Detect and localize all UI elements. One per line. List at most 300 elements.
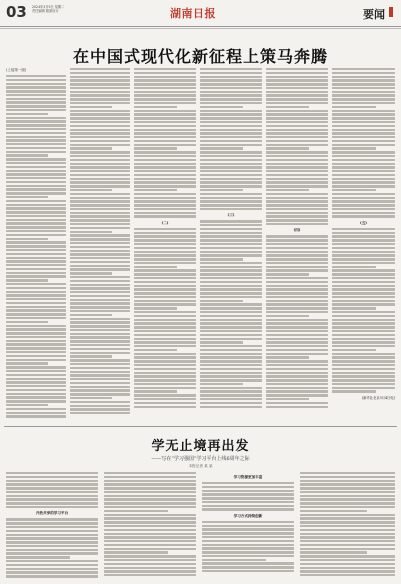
text-line xyxy=(332,338,395,340)
text-line xyxy=(6,302,66,304)
text-line xyxy=(200,277,262,279)
text-line xyxy=(6,90,66,92)
text-line xyxy=(134,72,196,74)
text-line xyxy=(266,394,328,396)
text-line xyxy=(200,334,262,336)
text-line xyxy=(6,132,66,134)
text-line xyxy=(200,170,262,172)
text-line xyxy=(266,311,328,313)
column-text xyxy=(266,235,328,408)
text-line xyxy=(202,521,294,523)
text-line xyxy=(134,83,196,85)
text-line xyxy=(266,212,328,214)
text-line xyxy=(332,193,395,195)
text-line xyxy=(6,173,66,175)
text-line xyxy=(6,526,98,528)
column-text xyxy=(300,472,395,576)
text-line xyxy=(202,555,294,557)
text-line xyxy=(6,154,48,156)
text-line xyxy=(6,487,98,489)
text-line xyxy=(134,285,196,287)
text-line xyxy=(6,534,98,536)
text-line xyxy=(6,219,66,221)
text-line xyxy=(6,518,98,520)
text-line xyxy=(104,502,196,504)
text-line xyxy=(332,356,395,358)
text-line xyxy=(6,196,48,198)
text-line xyxy=(70,340,130,342)
text-line xyxy=(6,177,66,179)
text-line xyxy=(332,364,395,366)
text-line xyxy=(6,257,66,259)
text-line xyxy=(70,355,112,357)
text-line xyxy=(134,292,196,294)
text-line xyxy=(134,106,177,108)
text-line xyxy=(6,207,66,209)
text-line xyxy=(6,192,66,194)
text-line xyxy=(202,570,294,572)
text-line xyxy=(70,238,130,240)
text-line xyxy=(6,226,66,228)
text-line xyxy=(266,330,328,332)
text-line xyxy=(202,482,294,484)
text-line xyxy=(332,72,395,74)
text-line xyxy=(266,91,328,93)
text-line xyxy=(70,151,130,153)
text-line xyxy=(134,330,196,332)
text-line xyxy=(332,300,395,302)
text-line xyxy=(200,269,262,271)
text-line xyxy=(70,276,130,278)
text-line xyxy=(6,200,66,202)
text-line xyxy=(200,345,262,347)
text-line xyxy=(134,247,196,249)
text-line xyxy=(70,113,130,115)
text-line xyxy=(300,514,395,516)
text-line xyxy=(266,285,328,287)
text-line xyxy=(6,381,66,383)
text-line xyxy=(134,315,196,317)
text-line xyxy=(332,132,395,134)
text-line xyxy=(332,334,395,336)
text-line xyxy=(200,185,262,187)
text-line xyxy=(6,215,66,217)
text-line xyxy=(6,385,66,387)
text-line xyxy=(332,110,395,112)
text-line xyxy=(266,243,328,245)
text-line xyxy=(202,562,294,564)
text-line xyxy=(332,68,395,70)
text-line xyxy=(6,287,66,289)
text-line xyxy=(134,94,196,96)
text-line xyxy=(70,204,130,206)
text-line xyxy=(200,204,262,206)
text-line xyxy=(134,334,196,336)
text-line xyxy=(332,228,395,230)
text-line xyxy=(332,208,395,210)
text-line xyxy=(6,222,66,224)
text-line xyxy=(200,383,243,385)
text-line xyxy=(70,253,130,255)
article2-column-4 xyxy=(300,472,395,580)
text-line xyxy=(266,307,328,309)
text-line xyxy=(6,124,66,126)
text-line xyxy=(200,235,262,237)
text-line xyxy=(134,144,196,146)
text-line xyxy=(134,200,196,202)
text-line xyxy=(266,269,328,271)
text-line xyxy=(104,498,196,500)
text-line xyxy=(300,521,395,523)
text-line xyxy=(70,170,130,172)
text-line xyxy=(332,303,395,305)
text-line xyxy=(134,398,196,400)
text-line xyxy=(70,76,130,78)
text-line xyxy=(104,506,196,508)
text-line xyxy=(332,106,376,108)
text-line xyxy=(202,497,294,499)
newspaper-logo: 湖南日报 xyxy=(170,7,216,20)
text-line xyxy=(70,231,112,233)
text-line xyxy=(300,574,395,576)
text-line xyxy=(134,91,196,93)
text-line xyxy=(70,405,130,407)
text-line xyxy=(332,102,395,104)
text-line xyxy=(104,548,196,550)
text-line xyxy=(332,125,395,127)
text-line xyxy=(200,113,262,115)
text-line xyxy=(200,72,262,74)
text-line xyxy=(266,185,328,187)
text-line xyxy=(134,125,196,127)
article2-column-2 xyxy=(104,472,196,580)
date-line-2: 责任编辑 版面设计 xyxy=(32,9,59,14)
text-line xyxy=(6,86,66,88)
text-line xyxy=(332,151,395,153)
text-line xyxy=(332,140,395,142)
text-line xyxy=(70,386,130,388)
text-line xyxy=(332,379,395,381)
text-line xyxy=(6,230,66,232)
text-line xyxy=(104,480,196,482)
text-line xyxy=(70,412,130,414)
text-line xyxy=(70,106,112,108)
text-line xyxy=(6,158,66,160)
text-line xyxy=(200,251,262,253)
text-line xyxy=(266,140,328,142)
text-line xyxy=(200,356,262,358)
text-line xyxy=(202,566,294,568)
text-line xyxy=(266,87,328,89)
text-line xyxy=(332,383,395,385)
text-line xyxy=(70,129,130,131)
text-line xyxy=(70,68,130,70)
text-line xyxy=(6,170,66,172)
text-line xyxy=(6,571,98,573)
text-line xyxy=(200,296,262,298)
text-line xyxy=(6,79,66,81)
text-line xyxy=(200,254,262,256)
text-line xyxy=(332,277,395,279)
text-line xyxy=(266,155,328,157)
text-line xyxy=(266,204,328,206)
text-line xyxy=(200,132,262,134)
text-line xyxy=(70,227,130,229)
text-line xyxy=(300,551,367,553)
text-line xyxy=(300,491,395,493)
text-line xyxy=(134,326,196,328)
text-line xyxy=(266,281,328,283)
text-line xyxy=(200,94,262,96)
text-line xyxy=(134,117,196,119)
text-line xyxy=(202,501,294,503)
text-line xyxy=(332,330,395,332)
article1-column-6 xyxy=(332,68,395,418)
text-line xyxy=(70,325,130,327)
text-line xyxy=(332,174,395,176)
text-line xyxy=(6,351,66,353)
text-line xyxy=(6,502,98,504)
text-line xyxy=(6,491,98,493)
text-line xyxy=(134,307,177,309)
text-line xyxy=(6,294,66,296)
text-line xyxy=(70,363,130,365)
text-line xyxy=(6,260,66,262)
text-line xyxy=(6,564,98,566)
text-line xyxy=(134,197,196,199)
text-line xyxy=(200,140,262,142)
page-number: 03 xyxy=(6,3,27,21)
text-line xyxy=(70,329,130,331)
text-line xyxy=(104,563,196,565)
text-line xyxy=(70,166,130,168)
text-line xyxy=(266,387,328,389)
text-line xyxy=(332,319,395,321)
text-line xyxy=(104,540,196,542)
text-line xyxy=(70,91,130,93)
text-line xyxy=(134,273,196,275)
text-line xyxy=(266,219,328,221)
article2-subtitle: ——写在“学习强国”学习平台上线6周年之际 xyxy=(151,456,250,462)
text-line xyxy=(266,251,328,253)
text-line xyxy=(332,91,395,93)
text-line xyxy=(200,110,262,112)
text-line xyxy=(70,147,112,149)
text-line xyxy=(300,472,395,474)
text-line xyxy=(266,68,328,70)
text-line xyxy=(134,387,196,389)
text-line xyxy=(266,110,328,112)
text-line xyxy=(70,371,130,373)
text-line xyxy=(300,525,395,527)
text-line xyxy=(266,189,309,191)
text-line xyxy=(266,390,328,392)
article2-byline: 本报记者 某 某 xyxy=(188,464,213,468)
text-line xyxy=(70,193,130,195)
text-line xyxy=(300,517,395,519)
text-line xyxy=(266,193,328,195)
text-line xyxy=(200,375,262,377)
text-line xyxy=(134,140,196,142)
text-line xyxy=(200,292,262,294)
text-line xyxy=(6,366,66,368)
text-line xyxy=(134,166,196,168)
text-line xyxy=(134,178,196,180)
text-line xyxy=(200,349,262,351)
text-line xyxy=(266,197,328,199)
text-line xyxy=(70,378,130,380)
text-line xyxy=(200,394,262,396)
text-line xyxy=(70,87,130,89)
text-line xyxy=(266,341,328,343)
text-line xyxy=(200,360,262,362)
text-line xyxy=(266,353,328,355)
text-line xyxy=(200,311,262,313)
text-line xyxy=(200,330,262,332)
text-line xyxy=(266,364,328,366)
article1-byline: (上接第一版) xyxy=(6,68,27,72)
text-line xyxy=(70,155,130,157)
article2-headline: 学无止境再出发 xyxy=(151,439,250,454)
text-line xyxy=(266,239,328,241)
text-line xyxy=(6,83,66,85)
text-line xyxy=(6,332,66,334)
text-line xyxy=(104,510,168,512)
text-line xyxy=(6,552,98,554)
text-line xyxy=(6,556,70,558)
text-line xyxy=(332,353,395,355)
text-line xyxy=(70,359,130,361)
text-line xyxy=(134,76,196,78)
text-line xyxy=(6,321,48,323)
masthead xyxy=(0,0,401,27)
text-line xyxy=(200,402,262,404)
text-line xyxy=(104,483,196,485)
text-line xyxy=(6,412,66,414)
text-line xyxy=(6,545,98,547)
text-line xyxy=(70,72,130,74)
text-line xyxy=(70,83,130,85)
text-line xyxy=(332,307,376,309)
text-line xyxy=(266,106,309,108)
text-line xyxy=(134,300,196,302)
text-line xyxy=(202,536,294,538)
text-line xyxy=(266,215,328,217)
text-line xyxy=(134,266,177,268)
text-line xyxy=(6,393,66,395)
text-line xyxy=(266,102,328,104)
text-line xyxy=(104,525,196,527)
text-line xyxy=(6,355,66,357)
text-line xyxy=(70,261,130,263)
text-line xyxy=(6,313,66,315)
text-line xyxy=(300,483,395,485)
text-line xyxy=(332,166,395,168)
text-line xyxy=(266,315,309,317)
text-line xyxy=(332,387,395,389)
text-line xyxy=(134,204,196,206)
text-line xyxy=(332,368,395,370)
column-text xyxy=(6,75,66,418)
text-line xyxy=(332,76,395,78)
text-line xyxy=(266,163,328,165)
text-line xyxy=(134,215,196,217)
text-line xyxy=(70,110,130,112)
text-line xyxy=(134,349,177,351)
text-line xyxy=(200,262,262,264)
text-line xyxy=(134,185,196,187)
text-line xyxy=(6,151,66,153)
column-text xyxy=(332,68,395,218)
text-line xyxy=(134,239,196,241)
article2-column-3 xyxy=(202,472,294,580)
text-line xyxy=(104,551,168,553)
text-line xyxy=(134,102,196,104)
text-line xyxy=(200,281,262,283)
text-line xyxy=(70,382,130,384)
text-line xyxy=(70,397,112,399)
text-line xyxy=(70,257,130,259)
text-line xyxy=(300,555,395,557)
text-line xyxy=(266,166,328,168)
text-line xyxy=(6,325,66,327)
text-line xyxy=(6,336,66,338)
text-line xyxy=(200,136,262,138)
text-line xyxy=(6,472,98,474)
article-divider xyxy=(4,426,397,427)
text-line xyxy=(70,132,130,134)
text-line xyxy=(300,559,395,561)
text-line xyxy=(266,235,328,237)
article1-column-3 xyxy=(134,68,196,418)
text-line xyxy=(332,113,395,115)
text-line xyxy=(200,303,262,305)
text-line xyxy=(200,243,262,245)
text-line xyxy=(200,174,262,176)
text-line xyxy=(6,568,98,570)
text-line xyxy=(202,486,294,488)
text-line xyxy=(266,375,328,377)
text-line xyxy=(200,319,262,321)
text-line xyxy=(266,136,328,138)
text-line xyxy=(332,273,395,275)
text-line xyxy=(266,247,328,249)
text-line xyxy=(200,178,262,180)
text-line xyxy=(6,238,48,240)
text-line xyxy=(6,185,66,187)
text-line xyxy=(200,117,262,119)
text-line xyxy=(266,360,328,362)
text-line xyxy=(134,311,196,313)
text-line xyxy=(332,94,395,96)
text-line xyxy=(70,348,130,350)
text-line xyxy=(200,232,262,234)
text-line xyxy=(134,147,177,149)
text-line xyxy=(6,483,98,485)
text-line xyxy=(200,121,262,123)
text-line xyxy=(200,224,262,226)
text-line xyxy=(6,245,66,247)
text-line xyxy=(266,398,309,400)
text-line xyxy=(266,338,328,340)
text-line xyxy=(200,189,243,191)
text-line xyxy=(266,402,328,404)
text-line xyxy=(134,254,196,256)
column-text xyxy=(134,228,196,408)
text-line xyxy=(332,292,395,294)
text-line xyxy=(332,243,395,245)
text-line xyxy=(6,362,48,364)
